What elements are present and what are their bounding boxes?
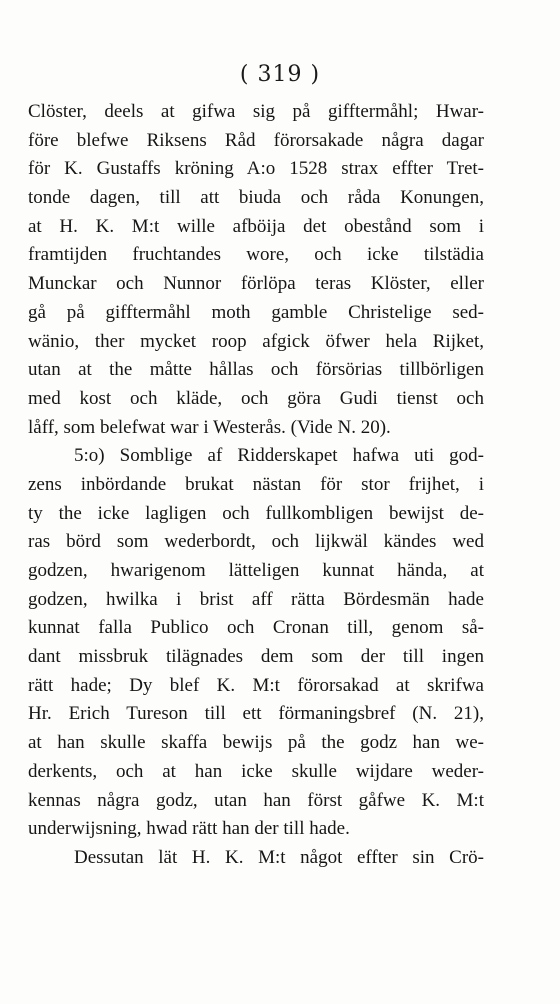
text-line: kennas några godz, utan han först gåfwe K. M:t bbox=[28, 789, 484, 811]
text-line: framtijden fruchtandes wore, och icke tilstädia bbox=[28, 244, 484, 266]
text-line: rätt hade; Dy blef K. M:t förorsakad at skrifwa bbox=[28, 674, 484, 696]
text-line: före blefwe Riksens Råd förorsakade några dagar bbox=[28, 129, 484, 151]
text-line: underwijsning, hwad rätt han der till hade. bbox=[28, 818, 350, 840]
text-line: kunnat falla Publico och Cronan till, genom så- bbox=[28, 617, 484, 639]
text-line: ras börd som wederbordt, och lijkwäl kändes wed bbox=[28, 531, 484, 553]
text-line: gå på gifftermåhl moth gamble Christelige sed- bbox=[28, 301, 484, 323]
text-line: at H. K. M:t wille afböija det obestånd som i bbox=[28, 215, 484, 237]
text-line: wänio, ther mycket roop afgick öfwer hela Rijket, bbox=[28, 330, 484, 352]
text-line: för K. Gustaffs kröning A:o 1528 strax effter Tret- bbox=[28, 158, 484, 180]
text-line: at han skulle skaffa bewijs på the godz han we- bbox=[28, 732, 484, 754]
text-line: ty the icke lagligen och fullkombligen bewijst de- bbox=[28, 502, 484, 524]
text-line: med kost och kläde, och göra Gudi tienst och bbox=[28, 387, 484, 409]
text-line: derkents, och at han icke skulle wijdare weder- bbox=[28, 760, 484, 782]
text-line: 5:o) Somblige af Ridderskapet hafwa uti god- bbox=[74, 445, 484, 467]
body-text bbox=[28, 98, 484, 873]
text-line: zens inbördande brukat nästan för stor frijhet, i bbox=[28, 473, 484, 495]
text-line: Dessutan lät H. K. M:t något effter sin Crö- bbox=[74, 846, 484, 868]
text-line: godzen, hwarigenom lätteligen kunnat hända, at bbox=[28, 560, 484, 581]
text-line: Hr. Erich Tureson till ett förmaningsbref (N. 21), bbox=[28, 703, 484, 725]
text-line: låff, som belefwat war i Westerås. (Vide N. 20). bbox=[28, 416, 391, 438]
text-line: Clöster, deels at gifwa sig på gifftermåhl; Hwar- bbox=[28, 101, 484, 122]
text-line: dant missbruk tilägnades dem som der till ingen bbox=[28, 646, 484, 668]
text-line: godzen, hwilka i brist aff rätta Bördesmän hade bbox=[28, 588, 484, 610]
text-line: Munckar och Nunnor förlöpa teras Klöster, eller bbox=[28, 273, 484, 295]
text-line: utan at the måtte hållas och försörias tillbörligen bbox=[28, 359, 484, 381]
page-number: ( 319 ) bbox=[239, 62, 321, 87]
text-line: tonde dagen, till att biuda och råda Konungen, bbox=[28, 187, 484, 209]
